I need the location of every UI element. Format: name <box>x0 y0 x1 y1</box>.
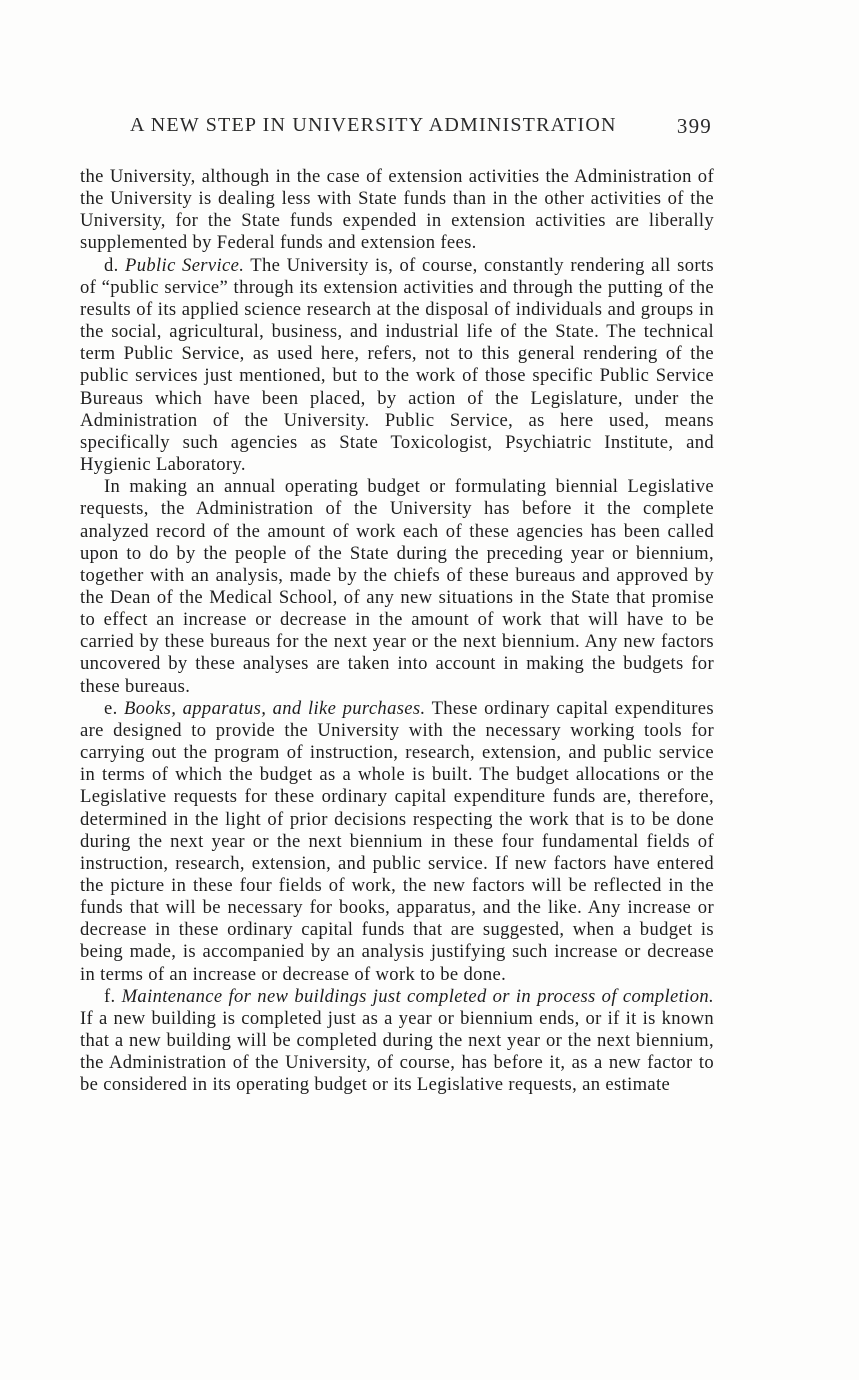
running-header <box>130 114 712 144</box>
paragraph-text: These ordinary capital expenditures are designed to provide the University with the necessary working tools for carrying out the program of instruction, research, extension, and public service in terms of which the budget as a whole is built. The budget allocations or the Legislative requests for these ordinary capital expenditure funds are, therefore, determined in the light of prior decisions respecting the work that is to be done during the next year or the next biennium in these four fundamental fields of instruction, research, extension, and public service. If new factors have entered the picture in these four fields of work, the new factors will be reflected in the funds that will be necessary for books, apparatus, and the like. Any increase or decrease in these ordinary capital funds that are suggested, when a budget is being made, is accompanied by an analysis justifying such increase or decrease in terms of an increase or decrease of work to be done. <box>80 697 714 985</box>
section-heading: Maintenance for new buildings just completed or in process of completion. <box>121 985 714 1007</box>
paragraph-books-apparatus <box>80 698 714 986</box>
running-title: A NEW STEP IN UNIVERSITY ADMINISTRATION <box>130 114 617 136</box>
page-number: 399 <box>676 114 712 138</box>
paragraph-budget-analysis <box>80 476 714 698</box>
section-letter: f. <box>104 985 122 1007</box>
section-letter: e. <box>104 697 125 719</box>
paragraph-text: If a new building is completed just as a year or biennium ends, or if it is known that a new building will be completed during the next year or the next biennium, the Administration of the University, of course, has before it, as a new factor to be considered in its operating budget or its Legislative requests, an estimate <box>80 1007 714 1096</box>
section-letter: d. <box>104 254 126 276</box>
paragraph-text: The University is, of course, constantly rendering all sorts of “public service” through its extension activities and through the putting of the results of its applied science research at the disposal of individuals and groups in the social, agricultural, business, and industrial life of the State. The technical term Public Service, as used here, refers, not to this general rendering of the public services just mentioned, but to the work of those specific Public Service Bureaus which have been placed, by action of the Legislature, under the Administration of the University. Public Service, as here used, means specifically such agencies as State Toxicologist, Psychiatric Institute, and Hygienic Laboratory. <box>80 254 714 476</box>
section-heading: Books, apparatus, and like purchases. <box>124 697 426 719</box>
paragraph-public-service <box>80 255 714 477</box>
paragraph-maintenance <box>80 986 714 1097</box>
paragraph-text: In making an annual operating budget or formulating biennial Legislative requests, the Administration of the University has before it the complete analyzed record of the amount of work each of these agencies has been called upon to do by the people of the State during the preceding year or biennium, together with an analysis, made by the chiefs of these bureaus and approved by the Dean of the Medical School, of any new situations in the State that promise to effect an increase or decrease in the amount of work that will have to be carried by these bureaus for the next year or the next biennium. Any new factors uncovered by these analyses are taken into account in making the budgets for these bureaus. <box>80 476 714 697</box>
section-heading: Public Service. <box>125 254 245 276</box>
paragraph-continuation <box>80 166 714 255</box>
paragraph-text: the University, although in the case of extension activities the Administration of the University is dealing less with State funds than in the other activities of the University, for the State funds expended in extension activities are liberally supplemented by Federal funds and extension fees. <box>80 166 714 254</box>
body-text <box>80 166 714 1097</box>
